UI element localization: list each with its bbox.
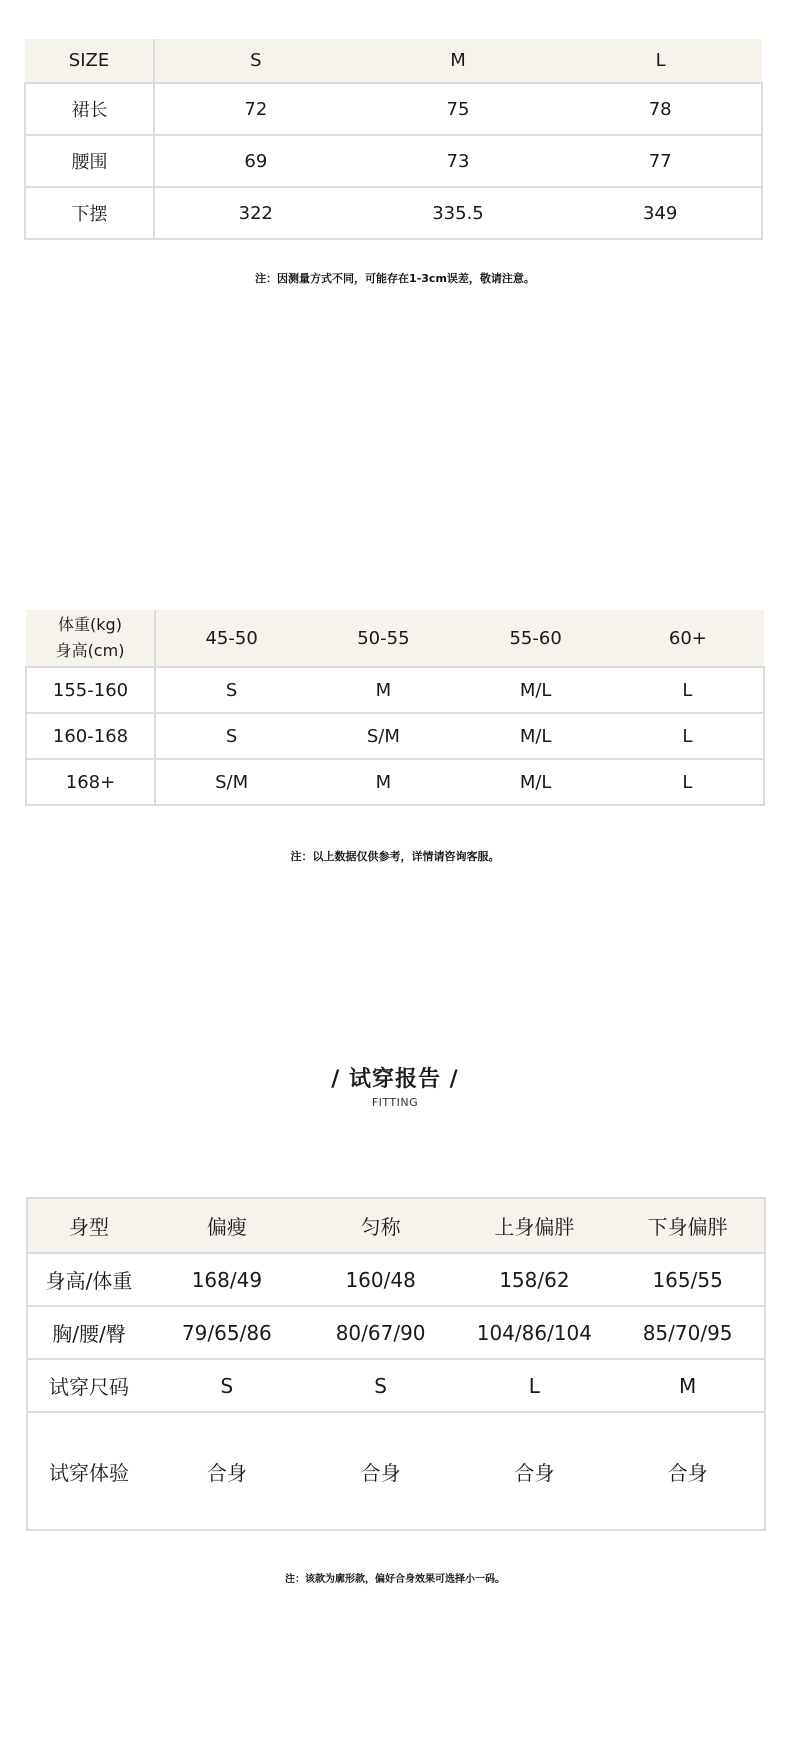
table-cell: 104/86/104 xyxy=(458,1306,612,1359)
table-cell: 80/67/90 xyxy=(304,1306,458,1359)
recommendation-header-row xyxy=(26,610,764,667)
size-header-m: M xyxy=(357,39,560,83)
fitting-report-subtitle: FITTING xyxy=(371,1096,419,1109)
table-cell: 75 xyxy=(357,83,560,135)
weight-range-header: 50-55 xyxy=(307,610,459,667)
table-row xyxy=(26,759,764,805)
size-header-label: SIZE xyxy=(25,39,154,83)
table-cell: M/L xyxy=(460,713,612,759)
table-cell: S xyxy=(155,713,307,759)
body-type-header: 匀称 xyxy=(304,1198,458,1253)
height-label: 身高(cm) xyxy=(55,641,125,660)
height-range-label: 160-168 xyxy=(26,713,155,759)
fitting-report-table xyxy=(26,1197,766,1531)
table-cell: M/L xyxy=(460,667,612,713)
table-row xyxy=(26,713,764,759)
fitting-note: 注：该款为廓形款，偏好合身效果可选择小一码。 xyxy=(285,1574,505,1585)
table-cell: 72 xyxy=(154,83,357,135)
table-cell: 85/70/95 xyxy=(611,1306,765,1359)
weight-height-corner-label xyxy=(26,610,155,667)
table-row xyxy=(27,1412,765,1530)
table-cell: S/M xyxy=(307,713,459,759)
table-cell: M xyxy=(307,759,459,805)
row-label: 腰围 xyxy=(25,135,154,187)
row-label: 试穿体验 xyxy=(27,1412,150,1530)
table-row xyxy=(27,1359,765,1412)
fitting-header-row xyxy=(27,1198,765,1253)
table-cell: 78 xyxy=(559,83,762,135)
table-cell: L xyxy=(458,1359,612,1412)
table-cell: 77 xyxy=(559,135,762,187)
body-type-header: 偏瘦 xyxy=(150,1198,304,1253)
weight-range-header: 45-50 xyxy=(155,610,307,667)
table-cell: M/L xyxy=(460,759,612,805)
table-row xyxy=(27,1253,765,1306)
table-cell: 合身 xyxy=(150,1412,304,1530)
size-chart-table xyxy=(24,39,763,240)
row-label: 身高/体重 xyxy=(27,1253,150,1306)
table-cell: 73 xyxy=(357,135,560,187)
table-cell: L xyxy=(612,667,764,713)
table-row xyxy=(25,187,762,239)
table-cell: 合身 xyxy=(458,1412,612,1530)
table-cell: S xyxy=(155,667,307,713)
table-row xyxy=(25,83,762,135)
table-cell: 合身 xyxy=(304,1412,458,1530)
size-header-l: L xyxy=(559,39,762,83)
table-cell: 165/55 xyxy=(611,1253,765,1306)
table-cell: 160/48 xyxy=(304,1253,458,1306)
body-type-label: 身型 xyxy=(27,1198,150,1253)
row-label: 试穿尺码 xyxy=(27,1359,150,1412)
table-row xyxy=(25,135,762,187)
table-cell: 349 xyxy=(559,187,762,239)
table-cell: S xyxy=(304,1359,458,1412)
table-cell: 69 xyxy=(154,135,357,187)
body-type-header: 下身偏胖 xyxy=(611,1198,765,1253)
table-cell: S/M xyxy=(155,759,307,805)
table-cell: 322 xyxy=(154,187,357,239)
table-cell: 合身 xyxy=(611,1412,765,1530)
table-cell: 168/49 xyxy=(150,1253,304,1306)
table-cell: 158/62 xyxy=(458,1253,612,1306)
table-cell: M xyxy=(307,667,459,713)
height-range-label: 155-160 xyxy=(26,667,155,713)
table-cell: 79/65/86 xyxy=(150,1306,304,1359)
row-label: 胸/腰/臀 xyxy=(27,1306,150,1359)
table-cell: M xyxy=(611,1359,765,1412)
table-cell: S xyxy=(150,1359,304,1412)
row-label: 下摆 xyxy=(25,187,154,239)
weight-range-header: 60+ xyxy=(612,610,764,667)
weight-range-header: 55-60 xyxy=(460,610,612,667)
table-cell: L xyxy=(612,759,764,805)
weight-label: 体重(kg) xyxy=(58,615,122,634)
body-type-header: 上身偏胖 xyxy=(458,1198,612,1253)
table-cell: L xyxy=(612,713,764,759)
table-row xyxy=(26,667,764,713)
recommendation-note: 注：以上数据仅供参考，详情请咨询客服。 xyxy=(290,850,500,863)
table-cell: 335.5 xyxy=(357,187,560,239)
size-recommendation-table xyxy=(25,610,765,806)
row-label: 裙长 xyxy=(25,83,154,135)
size-chart-header-row xyxy=(25,39,762,83)
table-row xyxy=(27,1306,765,1359)
size-header-s: S xyxy=(154,39,357,83)
fitting-report-title: / 试穿报告 / xyxy=(331,1067,459,1092)
size-chart-note: 注：因测量方式不同，可能存在1-3cm误差，敬请注意。 xyxy=(255,272,535,285)
height-range-label: 168+ xyxy=(26,759,155,805)
